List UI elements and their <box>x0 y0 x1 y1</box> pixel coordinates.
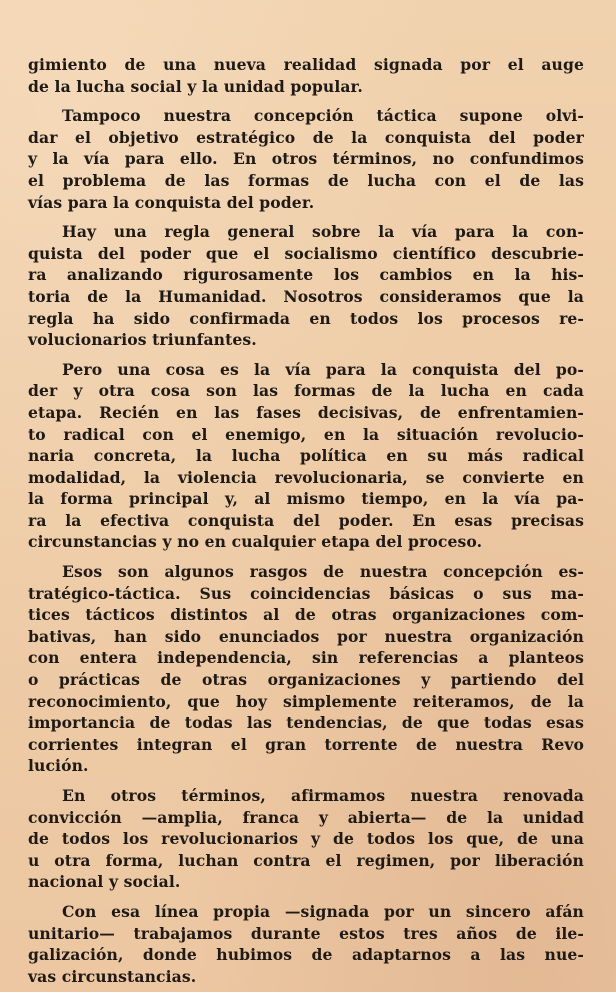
text-line: lución. <box>28 756 89 776</box>
text-line: gimiento de una nueva realidad signada por el auge <box>28 55 584 74</box>
text-line: Con esa línea propia —signada por un sincero afán <box>62 901 584 921</box>
paragraph-gap <box>28 893 584 901</box>
text-line: tices tácticos distintos al de otras organizaciones com- <box>28 605 584 625</box>
body-text <box>28 54 584 987</box>
text-line: quista del poder que el socialismo científico descubrie- <box>28 243 584 263</box>
text-line: toria de la Humanidad. Nosotros consideramos que la <box>28 286 584 306</box>
paragraph-gap <box>28 351 584 359</box>
text-line: y la vía para ello. En otros términos, no confundimos <box>28 149 584 169</box>
paragraph-gap <box>28 777 584 785</box>
text-line: o prácticas de otras organizaciones y partiendo del <box>28 670 584 690</box>
text-line: naria concreta, la lucha política en su más radical <box>28 446 584 466</box>
text-line: En otros términos, afirmamos nuestra renovada <box>62 786 584 805</box>
text-line: galización, donde hubimos de adaptarnos a las nue- <box>28 945 584 965</box>
text-line: circunstancias y no en cualquier etapa del proceso. <box>28 532 483 552</box>
text-line: bativas, han sido enunciados por nuestra organización <box>28 626 584 646</box>
text-line: vas circunstancias. <box>28 966 197 986</box>
text-line: Hay una regla general sobre la vía para la con- <box>62 222 584 242</box>
paragraph-gap <box>28 97 584 105</box>
text-line: con entera independencia, sin referencias a planteos <box>28 648 584 668</box>
text-line: el problema de las formas de lucha con el de las <box>28 170 584 190</box>
text-line: nacional y social. <box>28 872 181 892</box>
text-line: dar el objetivo estratégico de la conquista del poder <box>28 127 584 147</box>
paragraph <box>28 105 584 213</box>
text-line: la forma principal y, al mismo tiempo, en la vía pa- <box>28 489 584 509</box>
text-line: Pero una cosa es la vía para la conquista del po- <box>62 359 584 379</box>
text-line: convicción —amplia, franca y abierta— de la unidad <box>28 807 584 827</box>
paragraph <box>28 561 584 777</box>
text-line: de la lucha social y la unidad popular. <box>28 76 363 96</box>
text-line: tratégico-táctica. Sus coincidencias básicas o sus ma- <box>28 583 584 603</box>
text-line: ra la efectiva conquista del poder. En esas precisas <box>28 510 584 530</box>
text-line: Esos son algunos rasgos de nuestra concepción es- <box>62 562 584 582</box>
text-line: corrientes integran el gran torrente de nuestra Revo <box>28 734 584 754</box>
text-line: regla ha sido confirmada en todos los procesos re- <box>28 308 584 328</box>
paragraph-gap <box>28 553 584 561</box>
text-line: modalidad, la violencia revolucionaria, se convierte en <box>28 467 584 487</box>
text-line: reconocimiento, que hoy simplemente reiteramos, de la <box>28 691 584 711</box>
paragraph <box>28 221 584 351</box>
text-line: u otra forma, luchan contra el regimen, por liberación <box>28 850 584 870</box>
text-line: Tampoco nuestra concepción táctica supone olvi- <box>62 106 584 126</box>
text-line: der y otra cosa son las formas de la lucha en cada <box>28 381 584 401</box>
text-line: to radical con el enemigo, en la situación revolucio- <box>28 424 584 444</box>
text-line: etapa. Recién en las fases decisivas, de enfrentamien- <box>28 402 584 422</box>
paragraph <box>28 785 584 893</box>
paragraph <box>28 54 584 97</box>
text-line: volucionarios triunfantes. <box>28 330 257 350</box>
paragraph-gap <box>28 213 584 221</box>
text-line: de todos los revolucionarios y de todos los que, de una <box>28 829 584 849</box>
text-line: ra analizando rigurosamente los cambios en la his- <box>28 265 584 285</box>
paragraph <box>28 901 584 987</box>
text-line: importancia de todas las tendencias, de que todas esas <box>28 713 584 733</box>
text-line: unitario— trabajamos durante estos tres años de ile- <box>28 923 584 943</box>
paragraph <box>28 359 584 553</box>
text-line: vías para la conquista del poder. <box>28 192 315 212</box>
